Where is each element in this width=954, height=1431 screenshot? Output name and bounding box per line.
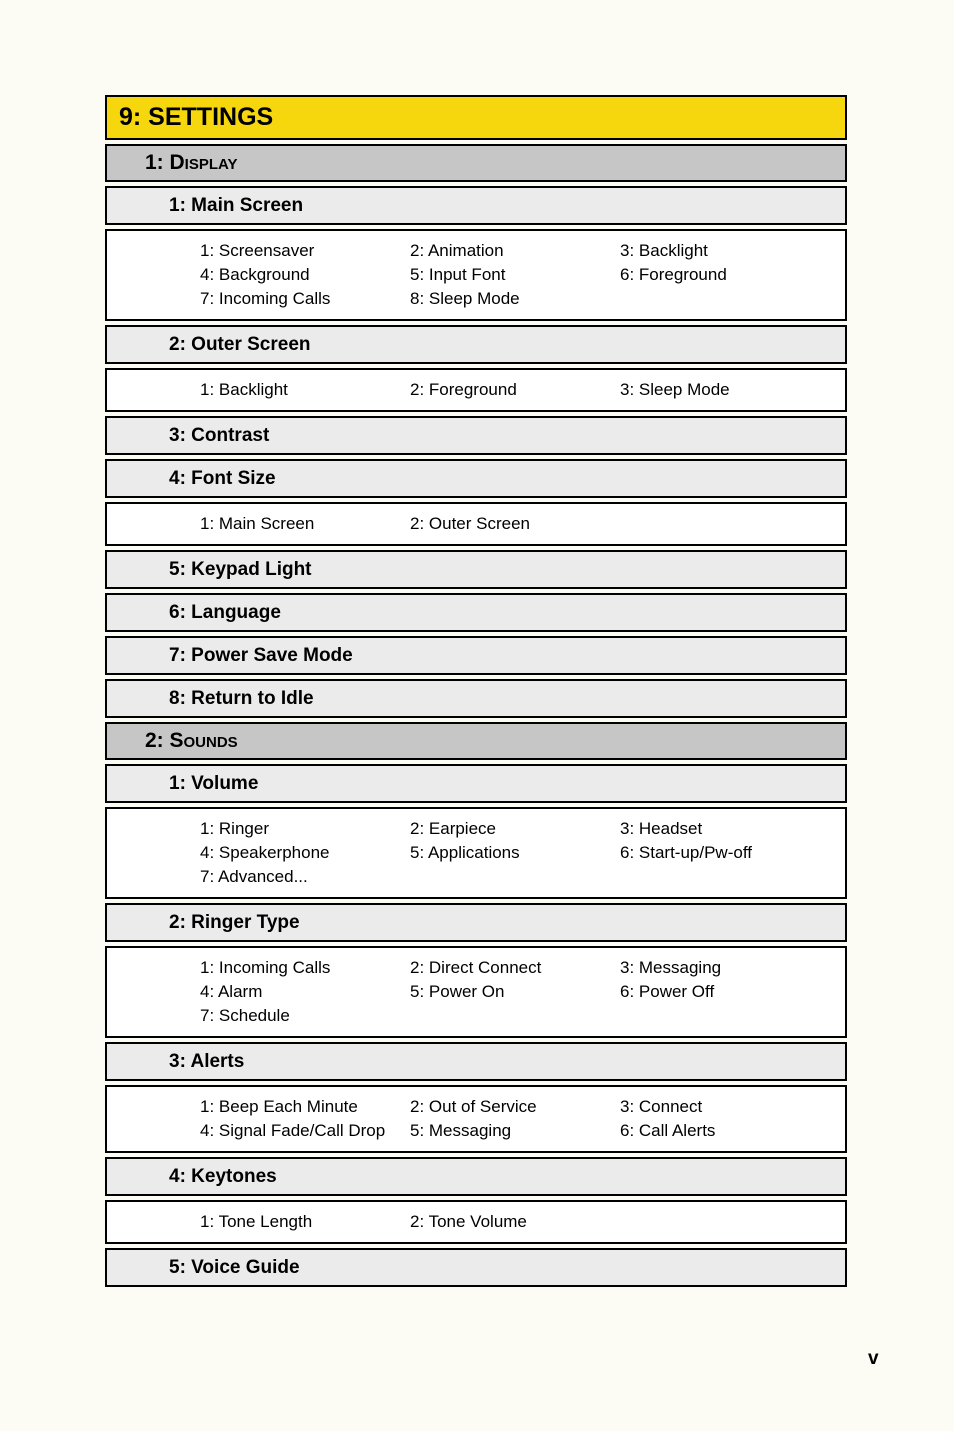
menu-item-title: 4: Keytones (169, 1166, 277, 1187)
options-column (200, 956, 410, 1028)
options-column (200, 378, 410, 402)
options-column (410, 1210, 620, 1234)
menu-item-title: 3: Alerts (169, 1051, 245, 1072)
options-column (410, 378, 620, 402)
option-text: 2: Direct Connect (410, 958, 542, 977)
menu-item-alerts (105, 1042, 847, 1081)
option-text: 3: Backlight (620, 241, 708, 260)
menu-item-volume (105, 764, 847, 803)
options-ringer-type (105, 946, 847, 1038)
menu-item-keytones (105, 1157, 847, 1196)
options-column (410, 817, 620, 889)
options-volume (105, 807, 847, 899)
option-text: 1: Screensaver (200, 241, 315, 260)
option-text: 8: Sleep Mode (410, 289, 520, 308)
option-text: 6: Power Off (620, 982, 715, 1001)
option-text: 5: Messaging (410, 1121, 512, 1140)
menu-item-power-save-mode (105, 636, 847, 675)
menu-item-contrast (105, 416, 847, 455)
option-text: 6: Start-up/Pw-off (620, 843, 752, 862)
menu-item-keypad-light (105, 550, 847, 589)
option-text: 6: Call Alerts (620, 1121, 716, 1140)
options-column (620, 1095, 845, 1143)
menu-item-font-size (105, 459, 847, 498)
menu-item-title: 4: Font Size (169, 468, 276, 489)
option-text: 3: Connect (620, 1097, 703, 1116)
options-column (620, 512, 845, 536)
menu-item-title: 8: Return to Idle (169, 688, 314, 709)
options-column (620, 1210, 845, 1234)
options-column (200, 239, 410, 311)
menu-item-title: 5: Voice Guide (169, 1257, 300, 1278)
menu-item-title: 2: Ringer Type (169, 912, 300, 933)
option-text: 1: Ringer (200, 819, 269, 838)
option-text: 1: Main Screen (200, 514, 315, 533)
menu-item-outer-screen (105, 325, 847, 364)
section-header-display (105, 144, 847, 182)
options-font-size (105, 502, 847, 546)
options-column (200, 512, 410, 536)
option-text: 7: Incoming Calls (200, 289, 331, 308)
option-text: 2: Tone Volume (410, 1212, 527, 1231)
options-keytones (105, 1200, 847, 1244)
option-text: 5: Power On (410, 982, 505, 1001)
menu-item-title: 3: Contrast (169, 425, 270, 446)
option-text: 1: Tone Length (200, 1212, 313, 1231)
option-text: 1: Backlight (200, 380, 288, 399)
option-text: 5: Applications (410, 843, 520, 862)
options-main-screen (105, 229, 847, 321)
option-text: 3: Sleep Mode (620, 380, 730, 399)
options-column (200, 1095, 410, 1143)
menu-item-voice-guide (105, 1248, 847, 1287)
settings-banner-title: 9: SETTINGS (119, 103, 274, 131)
menu-item-title: 7: Power Save Mode (169, 645, 353, 666)
options-column (410, 1095, 620, 1143)
options-column (410, 956, 620, 1028)
section-title: 1: Display (145, 151, 238, 174)
option-text: 2: Foreground (410, 380, 517, 399)
option-text: 2: Animation (410, 241, 504, 260)
options-column (410, 239, 620, 311)
options-column (410, 512, 620, 536)
section-title: 2: Sounds (145, 729, 238, 752)
option-text: 5: Input Font (410, 265, 506, 284)
menu-item-title: 6: Language (169, 602, 281, 623)
option-text: 7: Advanced... (200, 867, 308, 886)
option-text: 1: Incoming Calls (200, 958, 331, 977)
options-column (620, 956, 845, 1028)
options-column (620, 817, 845, 889)
option-text: 6: Foreground (620, 265, 727, 284)
option-text: 4: Speakerphone (200, 843, 330, 862)
option-text: 3: Headset (620, 819, 703, 838)
menu-item-language (105, 593, 847, 632)
menu-item-main-screen (105, 186, 847, 225)
options-outer-screen (105, 368, 847, 412)
menu-item-title: 1: Main Screen (169, 195, 304, 216)
menu-item-title: 1: Volume (169, 773, 259, 794)
options-column (200, 817, 410, 889)
options-column (620, 239, 845, 311)
menu-item-return-to-idle (105, 679, 847, 718)
section-header-sounds (105, 722, 847, 760)
settings-menu-table (105, 95, 847, 1291)
options-column (200, 1210, 410, 1234)
menu-item-ringer-type (105, 903, 847, 942)
settings-banner (105, 95, 847, 140)
menu-item-title: 5: Keypad Light (169, 559, 312, 580)
option-text: 3: Messaging (620, 958, 722, 977)
option-text: 4: Alarm (200, 982, 263, 1001)
option-text: 4: Signal Fade/Call Drop (200, 1121, 386, 1140)
option-text: 2: Earpiece (410, 819, 496, 838)
option-text: 2: Outer Screen (410, 514, 531, 533)
option-text: 4: Background (200, 265, 310, 284)
options-column (620, 378, 845, 402)
option-text: 7: Schedule (200, 1006, 290, 1025)
options-alerts (105, 1085, 847, 1153)
menu-item-title: 2: Outer Screen (169, 334, 311, 355)
option-text: 2: Out of Service (410, 1097, 537, 1116)
option-text: 1: Beep Each Minute (200, 1097, 358, 1116)
page-number: v (868, 1348, 879, 1369)
